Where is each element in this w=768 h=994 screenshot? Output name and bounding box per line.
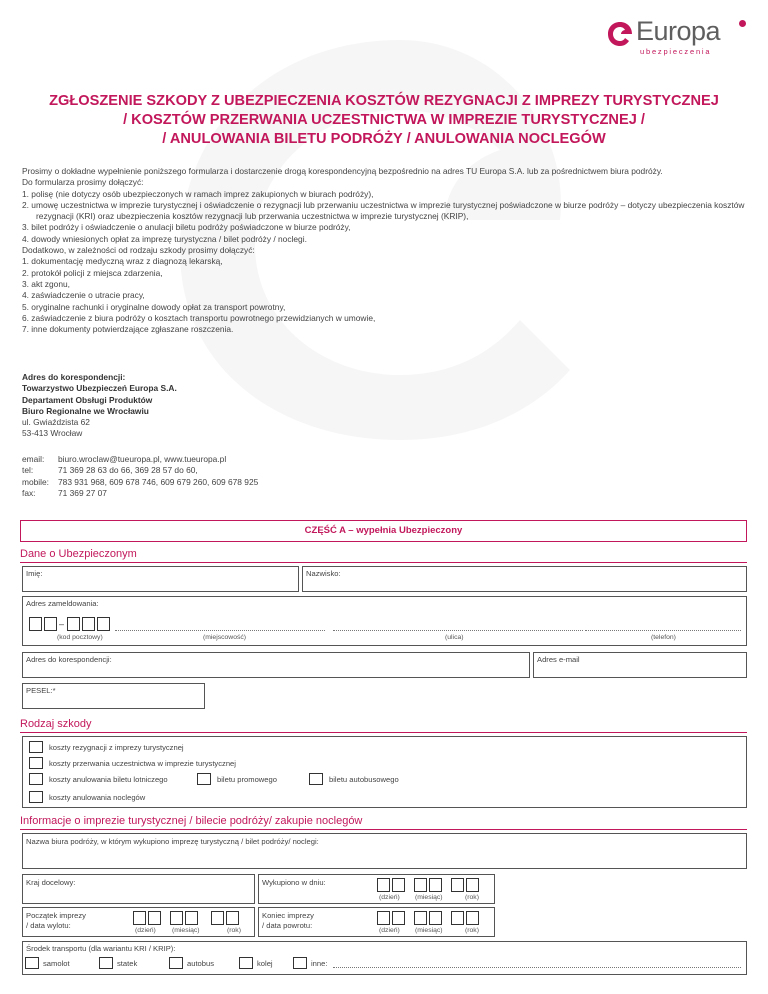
date-digit-box[interactable] [429, 911, 442, 925]
section-divider [20, 732, 747, 733]
section-trip-info-title: Informacje o imprezie turystycznej / bilecie podróży/ zakupie noclegów [20, 815, 363, 827]
contact-list [22, 454, 258, 499]
intro-text: Prosimy o dokładne wypełnienie poniższego formularza i dostarczenie drogą korespondencyjną bezpośrednio na adres TU Europa S.A. lub za pośrednictwem biura podróży. Do formularza prosimy dołączyć: 1. polisę (nie dotyczy osób ubezpieczonych w ramach imprez zakupionych w biurach podróży), 2. umowę uczestnictwa w imprezie turystycznej i oświadczenie o rezygnacji lub przerwaniu uczestnictwa w imprezie turystycznej poświadczone w biurze podróży – dotyczy ubezpieczenia kosztów rezygnacji (KRI) oraz ubezpieczenia kosztów rezygnacji lub przerwania uczestnictwa w imprezie turystycznej (KRIP), 3. bilet podróży i oświadczenie o anulacji biletu podróży poświadczone w biurze podróży, 4. dowody wniesionych opłat za imprezę turystyczna / bilet podróży / noclegi. Dodatkowo, w zależności od rodzaju szkody prosimy dołączyć: 1. dokumentację medyczną wraz z diagnozą lekarską, 2. protokół policji z miejsca zdarzenia, 3. akt zgonu, 4. zaświadczenie o utracie pracy, 5. oryginalne rachunki i oryginalne dowody opłat za transport powrotny, 6. zaświadczenie z biura podróży o kosztach transportu powrotnego przewidzianych w umowie, 7. inne dokumenty potwierdzające zgłaszane roszczenia. [22, 166, 745, 335]
destination-field[interactable]: Kraj docelowy: [22, 874, 255, 904]
checkbox-ship[interactable] [99, 957, 113, 969]
date-digit-box[interactable] [451, 878, 464, 892]
correspondence-address: Adres do korespondencji: Towarzystwo Ubezpieczeń Europa S.A. Departament Obsługi Produktów Biuro Regionalne we Wrocławiu ul. Gwiaździsta 62 53-413 Wrocław [22, 372, 177, 439]
date-digit-box[interactable] [451, 911, 464, 925]
date-digit-box[interactable] [392, 878, 405, 892]
contact-row: tel: 71 369 28 63 do 66, 369 28 57 do 60, [22, 465, 198, 476]
checkbox-train[interactable] [239, 957, 253, 969]
checkbox-ferry-ticket[interactable] [197, 773, 211, 785]
form-title: ZGŁOSZENIE SZKODY Z UBEZPIECZENIA KOSZTÓW REZYGNACJI Z IMPREZY TURYSTYCZNEJ / KOSZTÓW PRZERWANIA UCZESTNICTWA W IMPREZIE TURYSTYCZNEJ / / ANULOWANIA BILETU PODRÓŻY / ANULOWANIA NOCLEGÓW [49, 93, 719, 147]
town-line[interactable] [115, 630, 325, 631]
end-date-field: Koniec imprezy / data powrotu: (dzień) (miesiąc) (rok) [258, 907, 495, 937]
email-field[interactable]: Adres e-mail [533, 652, 747, 678]
purchase-date-field: Wykupiono w dniu: (dzień) (miesiąc) (rok) [258, 874, 495, 904]
phone-line[interactable] [585, 630, 741, 631]
postal-digit-box[interactable] [29, 617, 42, 631]
correspondence-address-field[interactable]: Adres do korespondencji: [22, 652, 530, 678]
postal-digit-box[interactable] [82, 617, 95, 631]
checkbox-cancellation[interactable] [29, 741, 43, 753]
section-divider [20, 562, 747, 563]
date-digit-box[interactable] [133, 911, 146, 925]
other-transport-line[interactable] [333, 967, 741, 968]
first-name-field[interactable]: Imię: [22, 566, 299, 592]
logo-wordmark: Europa [636, 16, 721, 46]
checkbox-plane[interactable] [25, 957, 39, 969]
last-name-field[interactable]: Nazwisko: [302, 566, 747, 592]
contact-row: fax: 71 369 27 07 [22, 487, 107, 498]
postal-dash: – [59, 619, 65, 629]
checkbox-bus[interactable] [169, 957, 183, 969]
checkbox-other[interactable] [293, 957, 307, 969]
section-insured-data-title: Dane o Ubezpieczonym [20, 548, 137, 560]
travel-agency-field[interactable]: Nazwa biura podróży, w którym wykupiono imprezę turystyczną / bilet podróży/ noclegi: [22, 833, 747, 869]
start-date-field: Początek imprezy / data wylotu: (dzień) (miesiąc) (rok) [22, 907, 255, 937]
section-claim-type-title: Rodzaj szkody [20, 718, 92, 730]
postal-digit-box[interactable] [44, 617, 57, 631]
part-a-header: CZĘŚĆ A – wypełnia Ubezpieczony [20, 520, 747, 542]
checkbox-flight-ticket[interactable] [29, 773, 43, 785]
postal-digit-box[interactable] [67, 617, 80, 631]
date-digit-box[interactable] [429, 878, 442, 892]
date-digit-box[interactable] [377, 878, 390, 892]
checkbox-bus-ticket[interactable] [309, 773, 323, 785]
claim-type-group: koszty rezygnacji z imprezy turystycznej koszty przerwania uczestnictwa w imprezie turystycznej koszty anulowania biletu lotniczego biletu promowego biletu autobusowego koszty anulowania noclegów [22, 736, 747, 808]
date-digit-box[interactable] [466, 878, 479, 892]
date-digit-box[interactable] [392, 911, 405, 925]
date-digit-box[interactable] [414, 911, 427, 925]
logo-tagline: ubezpieczenia [640, 47, 712, 56]
date-digit-box[interactable] [185, 911, 198, 925]
date-digit-box[interactable] [377, 911, 390, 925]
street-line[interactable] [333, 630, 583, 631]
checkbox-accommodation[interactable] [29, 791, 43, 803]
date-digit-box[interactable] [226, 911, 239, 925]
section-divider [20, 829, 747, 830]
checkbox-interruption[interactable] [29, 757, 43, 769]
europa-swoosh-icon [606, 20, 634, 48]
date-digit-box[interactable] [414, 878, 427, 892]
date-digit-box[interactable] [148, 911, 161, 925]
date-digit-box[interactable] [466, 911, 479, 925]
contact-row: mobile: 783 931 968, 609 678 746, 609 679 260, 609 678 925 [22, 476, 259, 487]
europa-logo [606, 14, 746, 58]
contact-row: email: biuro.wroclaw@tueuropa.pl, www.tueuropa.pl [22, 454, 227, 464]
date-digit-box[interactable] [170, 911, 183, 925]
postal-digit-box[interactable] [97, 617, 110, 631]
registered-address-field[interactable]: Adres zameldowania: – (kod pocztowy) (miejscowość) (ulica) (telefon) [22, 596, 747, 646]
pesel-field[interactable]: PESEL:* [22, 683, 205, 709]
logo-dot [739, 20, 746, 27]
transport-group: Środek transportu (dla wariantu KRI / KRIP): samolot statek autobus kolej inne: [22, 941, 747, 975]
date-digit-box[interactable] [211, 911, 224, 925]
